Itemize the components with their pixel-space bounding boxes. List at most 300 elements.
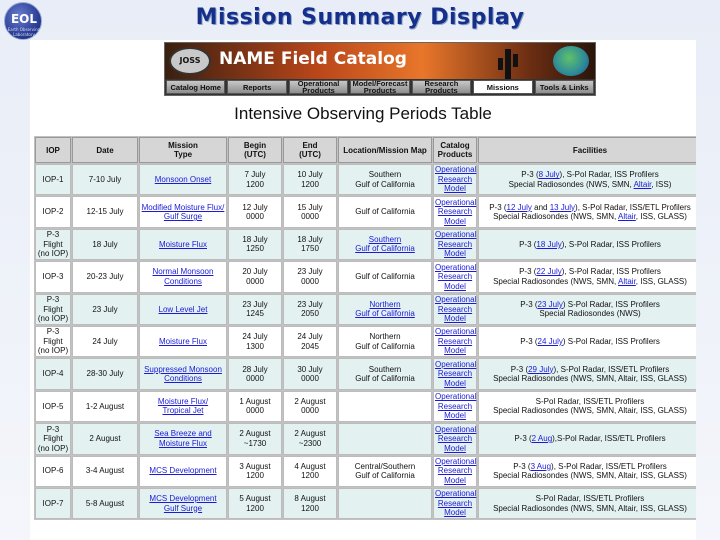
- begin-date: 23 July: [242, 299, 268, 309]
- table-row: [35, 391, 696, 422]
- begin-date: 7 July: [244, 170, 266, 180]
- catalog-products-cell: [433, 261, 477, 292]
- facilities-line: [480, 267, 696, 277]
- begin-time: 1200: [246, 179, 264, 189]
- location-text[interactable]: Gulf of California: [355, 244, 415, 254]
- end-time: 2045: [301, 341, 319, 351]
- catalog-products-cell: [433, 326, 477, 357]
- table-row: [35, 488, 696, 519]
- table-row: [35, 423, 696, 454]
- facility-text: ), S-Pol Radar, ISS Profilers: [561, 267, 661, 277]
- facility-text: and: [531, 202, 550, 212]
- mission-type-link[interactable]: Moisture Flux/: [157, 396, 209, 406]
- facility-link[interactable]: 29 July: [528, 364, 554, 374]
- facilities-line: [480, 365, 696, 375]
- date-value: 23 July: [92, 304, 118, 314]
- end-cell: [283, 391, 337, 422]
- begin-time: 1200: [246, 471, 264, 481]
- date-value: 18 July: [92, 239, 118, 249]
- facilities-line: [480, 300, 696, 310]
- iop-cell: [35, 196, 71, 227]
- facility-link[interactable]: 8 July: [538, 170, 560, 180]
- end-cell: [283, 423, 337, 454]
- catalog-link-research[interactable]: Research: [437, 498, 473, 508]
- end-time: 0000: [301, 276, 319, 286]
- facility-text: Special Radiosondes (NWS): [539, 309, 641, 319]
- mission-type-link[interactable]: Conditions: [164, 374, 202, 384]
- facility-text: P-3 (: [513, 461, 531, 471]
- facilities-line: [480, 180, 696, 190]
- facility-text: Special Radiosondes (NWS, SMN, Altair, ISS, GLASS): [493, 374, 687, 384]
- end-time: 1200: [301, 179, 319, 189]
- column-header-line1: Catalog: [440, 141, 470, 150]
- end-cell: [283, 326, 337, 357]
- cactus-icon: [505, 49, 511, 79]
- column-header: [283, 137, 337, 163]
- mission-type-link[interactable]: Moisture Flux: [158, 438, 207, 448]
- mission-type-cell: [139, 294, 227, 325]
- location-text: Southern: [368, 364, 402, 374]
- facilities-line: [480, 462, 696, 472]
- iop-label: P-3 Flight: [43, 295, 63, 314]
- facilities-cell: [478, 294, 696, 325]
- nav-missions[interactable]: Missions: [473, 80, 532, 94]
- facilities-line: [480, 240, 696, 250]
- nav-tools-links[interactable]: Tools & Links: [535, 80, 594, 94]
- mission-type-link[interactable]: Conditions: [164, 276, 202, 286]
- iop-cell: [35, 423, 71, 454]
- location-text: Gulf of California: [355, 341, 415, 351]
- column-header-line1: Mission: [168, 141, 198, 150]
- iop-note: (no IOP): [37, 249, 69, 259]
- column-header-line2: Type: [173, 150, 193, 159]
- date-cell: [72, 456, 138, 487]
- facilities-line: [480, 374, 696, 384]
- end-date: 10 July: [297, 170, 323, 180]
- date-cell: [72, 261, 138, 292]
- facility-link[interactable]: 22 July: [536, 267, 562, 277]
- facility-link[interactable]: Altair: [618, 212, 636, 222]
- begin-date: 3 August: [239, 461, 271, 471]
- logo-text: EOL: [10, 12, 38, 26]
- date-cell: [72, 358, 138, 389]
- facility-text: P-3 (: [519, 267, 537, 277]
- facilities-cell: [478, 391, 696, 422]
- location-text: Gulf of California: [355, 272, 415, 282]
- column-header-line1: IOP: [46, 145, 60, 155]
- column-header-line1: Begin: [243, 141, 267, 150]
- facility-text: P-3 (: [489, 202, 507, 212]
- catalog-link-model[interactable]: Model: [444, 346, 466, 356]
- facility-link[interactable]: 3 Aug: [530, 461, 552, 471]
- catalog-products-cell: [433, 358, 477, 389]
- iop-cell: [35, 456, 71, 487]
- end-cell: [283, 488, 337, 519]
- catalog-link-model[interactable]: Model: [444, 443, 466, 453]
- facilities-line: [480, 309, 696, 319]
- catalog-link-model[interactable]: Model: [444, 249, 466, 259]
- end-cell: [283, 196, 337, 227]
- mission-type-link[interactable]: Suppressed Monsoon: [144, 364, 222, 374]
- location-cell: [338, 261, 432, 292]
- location-text: Northern: [369, 332, 401, 342]
- location-cell: [338, 164, 432, 195]
- catalog-link-model[interactable]: Model: [444, 216, 466, 226]
- begin-time: 1200: [246, 503, 264, 513]
- location-text: Gulf of California: [355, 207, 415, 217]
- catalog-link-operational[interactable]: Operational: [435, 424, 477, 434]
- end-cell: [283, 229, 337, 260]
- facility-text: ) S-Pol Radar, ISS Profilers: [562, 336, 660, 346]
- catalog-link-operational[interactable]: Operational: [435, 295, 477, 304]
- begin-cell: [228, 229, 282, 260]
- nav-catalog-home[interactable]: Catalog Home: [166, 80, 225, 94]
- begin-date: 12 July: [242, 202, 268, 212]
- date-value: 28-30 July: [86, 369, 124, 379]
- begin-cell: [228, 261, 282, 292]
- catalog-link-operational[interactable]: Operational: [435, 165, 477, 175]
- mission-type-link[interactable]: MCS Development: [149, 494, 217, 504]
- column-header-line1: Facilities: [572, 145, 608, 155]
- column-header: [35, 137, 71, 163]
- catalog-link-operational[interactable]: Operational: [435, 197, 477, 207]
- location-cell: [338, 294, 432, 325]
- end-cell: [283, 294, 337, 325]
- facility-text: P-3 (: [521, 170, 539, 180]
- iop-label: IOP-3: [42, 272, 64, 282]
- facilities-line: [480, 337, 696, 347]
- begin-time: 0000: [246, 276, 264, 286]
- catalog-link-model[interactable]: Model: [444, 475, 466, 485]
- facility-link[interactable]: 23 July: [537, 299, 563, 309]
- catalog-products-cell: [433, 423, 477, 454]
- location-text: Gulf of California: [355, 471, 415, 481]
- date-value: 5-8 August: [85, 498, 125, 508]
- date-value: 24 July: [92, 336, 118, 346]
- begin-time: 0000: [246, 212, 264, 222]
- facilities-line: [480, 203, 696, 213]
- table-row: [35, 164, 696, 195]
- logo-subtext: Earth Observing Laboratory: [7, 27, 41, 37]
- table-header-row: [35, 137, 696, 163]
- begin-time: 1245: [246, 309, 264, 319]
- mission-type-link[interactable]: Low Level Jet: [158, 304, 208, 314]
- end-cell: [283, 358, 337, 389]
- facility-link[interactable]: Altair: [618, 276, 636, 286]
- end-date: 2 August: [294, 429, 326, 439]
- location-text[interactable]: Gulf of California: [355, 309, 415, 319]
- iop-cell: [35, 488, 71, 519]
- mission-type-link[interactable]: Sea Breeze and: [154, 429, 212, 439]
- iop-cell: [35, 229, 71, 260]
- facilities-cell: [478, 229, 696, 260]
- iop-note: (no IOP): [37, 314, 69, 323]
- catalog-products-cell: [433, 294, 477, 325]
- begin-date: 18 July: [242, 234, 268, 244]
- facility-link[interactable]: 24 July: [537, 336, 563, 346]
- facility-text: ), S-Pol Radar, ISS/ETL Profilers: [553, 364, 670, 374]
- location-cell: [338, 423, 432, 454]
- catalog-link-research[interactable]: Research: [437, 174, 473, 184]
- catalog-link-operational[interactable]: Operational: [435, 230, 477, 240]
- iop-cell: [35, 261, 71, 292]
- iop-label: IOP-2: [42, 207, 64, 217]
- catalog-link-research[interactable]: Research: [437, 401, 473, 411]
- mission-type-link[interactable]: Monsoon Onset: [154, 174, 212, 184]
- banner-image: [165, 43, 595, 79]
- nav-research-products[interactable]: Research Products: [412, 80, 471, 94]
- mission-type-link[interactable]: Gulf Surge: [163, 503, 203, 513]
- field-catalog-banner: [164, 42, 596, 96]
- end-time: 1200: [301, 471, 319, 481]
- facilities-line: [480, 504, 696, 514]
- table-row: [35, 456, 696, 487]
- end-date: 8 August: [294, 494, 326, 504]
- mission-type-link[interactable]: Moisture Flux: [158, 336, 207, 346]
- iop-note: (no IOP): [37, 346, 69, 356]
- begin-date: 1 August: [239, 396, 271, 406]
- catalog-products-cell: [433, 229, 477, 260]
- iop-label: IOP-6: [42, 466, 64, 476]
- end-date: 24 July: [297, 332, 323, 342]
- end-time: 2050: [301, 309, 319, 319]
- column-header: [433, 137, 477, 163]
- location-cell: [338, 488, 432, 519]
- end-time: 0000: [301, 374, 319, 384]
- facilities-cell: [478, 196, 696, 227]
- date-cell: [72, 294, 138, 325]
- iop-label: IOP-5: [42, 401, 64, 411]
- date-cell: [72, 196, 138, 227]
- date-cell: [72, 391, 138, 422]
- iop-label: IOP-4: [42, 369, 64, 379]
- catalog-link-research[interactable]: Research: [437, 369, 473, 379]
- begin-time: 0000: [246, 374, 264, 384]
- facilities-cell: [478, 488, 696, 519]
- catalog-link-model[interactable]: Model: [444, 314, 466, 323]
- date-value: 3-4 August: [85, 466, 125, 476]
- mission-type-link[interactable]: Gulf Surge: [163, 212, 203, 222]
- begin-date: 24 July: [242, 332, 268, 342]
- facility-text: Special Radiosondes (NWS, SMN, Altair, ISS, GLASS): [493, 503, 687, 513]
- catalog-link-research[interactable]: Research: [437, 466, 473, 476]
- column-header-line1: Date: [96, 145, 114, 155]
- column-header: [478, 137, 696, 163]
- catalog-link-model[interactable]: Model: [444, 184, 466, 194]
- catalog-products-cell: [433, 456, 477, 487]
- date-value: 7-10 July: [88, 174, 122, 184]
- facilities-line: [480, 406, 696, 416]
- iop-label: IOP-1: [42, 174, 64, 184]
- facilities-cell: [478, 326, 696, 357]
- location-text: Central/Southern: [354, 461, 416, 471]
- location-text[interactable]: Southern: [368, 234, 402, 244]
- facility-text: P-3 (: [510, 364, 529, 374]
- facilities-line: [480, 471, 696, 481]
- catalog-link-operational[interactable]: Operational: [435, 262, 477, 272]
- column-header-line1: Location/Mission Map: [343, 145, 427, 155]
- location-cell: [338, 358, 432, 389]
- begin-cell: [228, 358, 282, 389]
- facility-text: Special Radiosondes (NWS, SMN,: [493, 212, 618, 222]
- mission-type-cell: [139, 456, 227, 487]
- begin-date: 5 August: [239, 494, 271, 504]
- joss-logo: JOSS: [169, 47, 211, 75]
- catalog-link-operational[interactable]: Operational: [435, 489, 477, 499]
- mission-type-cell: [139, 326, 227, 357]
- location-cell: [338, 196, 432, 227]
- end-date: 23 July: [297, 299, 323, 309]
- catalog-link-research[interactable]: Research: [437, 272, 473, 282]
- begin-cell: [228, 326, 282, 357]
- mission-type-cell: [139, 261, 227, 292]
- column-header-line2: (UTC): [299, 150, 321, 159]
- table-row: [35, 196, 696, 227]
- column-header-line2: (UTC): [244, 150, 266, 159]
- mission-type-cell: [139, 391, 227, 422]
- begin-cell: [228, 391, 282, 422]
- date-value: 12-15 July: [86, 207, 124, 217]
- column-header: [338, 137, 432, 163]
- facilities-line: [480, 170, 696, 180]
- catalog-link-operational[interactable]: Operational: [435, 456, 477, 466]
- location-cell: [338, 229, 432, 260]
- facility-link[interactable]: 18 July: [536, 239, 562, 249]
- end-date: 4 August: [294, 461, 326, 471]
- begin-cell: [228, 164, 282, 195]
- facility-text: ), S-Pol Radar, ISS Profilers: [559, 170, 659, 180]
- end-cell: [283, 164, 337, 195]
- begin-time: 1300: [246, 341, 264, 351]
- table-row: [35, 294, 696, 325]
- catalog-link-operational[interactable]: Operational: [435, 359, 477, 369]
- mission-type-link[interactable]: MCS Development: [149, 466, 217, 476]
- mission-type-cell: [139, 358, 227, 389]
- mission-type-link[interactable]: Normal Monsoon: [152, 267, 214, 277]
- web-page: [30, 40, 696, 540]
- facility-text: P-3 (: [519, 239, 537, 249]
- mission-type-cell: [139, 164, 227, 195]
- nav-operational-products[interactable]: Operational Products: [289, 80, 348, 94]
- begin-cell: [228, 488, 282, 519]
- facilities-line: [480, 434, 696, 444]
- catalog-link-research[interactable]: Research: [437, 239, 473, 249]
- catalog-link-operational[interactable]: Operational: [435, 327, 477, 337]
- facilities-cell: [478, 456, 696, 487]
- end-time: ~2300: [298, 438, 322, 448]
- catalog-link-model[interactable]: Model: [444, 411, 466, 421]
- end-cell: [283, 456, 337, 487]
- facility-link[interactable]: Altair: [633, 179, 652, 189]
- catalog-link-research[interactable]: Research: [437, 207, 473, 217]
- catalog-products-cell: [433, 196, 477, 227]
- table-title: Intensive Observing Periods Table: [234, 104, 492, 123]
- facility-link[interactable]: 13 July: [549, 202, 576, 212]
- table-row: [35, 358, 696, 389]
- facility-text: ), S-Pol Radar, ISS/ETL Profilers: [551, 461, 667, 471]
- table-row: [35, 229, 696, 260]
- facility-text: P-3 (: [520, 336, 538, 346]
- facilities-cell: [478, 423, 696, 454]
- catalog-title: NAME Field Catalog: [219, 49, 407, 69]
- begin-cell: [228, 456, 282, 487]
- column-header-line2: Products: [437, 150, 473, 159]
- catalog-link-model[interactable]: Model: [444, 378, 466, 388]
- location-cell: [338, 391, 432, 422]
- facility-text: S-Pol Radar, ISS/ETL Profilers: [535, 494, 645, 504]
- location-text: Gulf of California: [355, 179, 415, 189]
- mission-type-link[interactable]: Moisture Flux: [158, 239, 207, 249]
- catalog-link-model[interactable]: Model: [444, 281, 466, 291]
- mission-type-cell: [139, 488, 227, 519]
- end-date: 23 July: [297, 267, 323, 277]
- facility-text: , ISS, GLASS): [635, 212, 687, 222]
- facilities-cell: [478, 261, 696, 292]
- location-cell: [338, 456, 432, 487]
- begin-cell: [228, 196, 282, 227]
- catalog-link-research[interactable]: Research: [437, 336, 473, 346]
- begin-time: 0000: [246, 406, 264, 416]
- catalog-nav: [165, 79, 595, 95]
- facility-text: , ISS): [651, 179, 672, 189]
- date-cell: [72, 423, 138, 454]
- date-cell: [72, 164, 138, 195]
- nav-reports[interactable]: Reports: [227, 80, 286, 94]
- facility-link[interactable]: 12 July: [506, 202, 532, 212]
- facility-text: ), S-Pol Radar, ISS Profilers: [561, 239, 661, 249]
- column-header-line1: End: [302, 141, 318, 150]
- mission-type-link[interactable]: Tropical Jet: [162, 406, 204, 416]
- date-value: 2 August: [89, 434, 121, 444]
- facility-text: ),S-Pol Radar, ISS/ETL Profilers: [552, 434, 666, 444]
- facility-text: Special Radiosondes (NWS, SMN,: [493, 276, 618, 286]
- end-cell: [283, 261, 337, 292]
- end-time: 0000: [301, 212, 319, 222]
- begin-time: ~1730: [243, 438, 267, 448]
- catalog-link-research[interactable]: Research: [437, 304, 473, 314]
- end-date: 18 July: [297, 234, 323, 244]
- globe-icon: [553, 46, 589, 76]
- facility-text: ), S-Pol Radar, ISS/ETL Profilers: [575, 202, 691, 212]
- location-text: Gulf of California: [355, 374, 415, 384]
- catalog-link-research[interactable]: Research: [437, 434, 473, 444]
- facility-text: S-Pol Radar, ISS/ETL Profilers: [535, 396, 645, 406]
- mission-type-link[interactable]: Modified Moisture Flux/: [141, 202, 225, 212]
- location-text: Southern: [368, 170, 402, 180]
- catalog-link-model[interactable]: Model: [444, 508, 466, 518]
- begin-time: 1250: [246, 244, 264, 254]
- iop-cell: [35, 164, 71, 195]
- iop-label: P-3 Flight: [43, 327, 63, 346]
- facility-text: Special Radiosondes (NWS, SMN,: [508, 179, 634, 189]
- begin-date: 2 August: [239, 429, 271, 439]
- facilities-cell: [478, 164, 696, 195]
- mission-type-cell: [139, 196, 227, 227]
- end-date: 15 July: [297, 202, 323, 212]
- facility-link[interactable]: 2 Aug: [531, 434, 553, 444]
- location-text[interactable]: Northern: [369, 299, 401, 309]
- end-date: 2 August: [294, 396, 326, 406]
- location-cell: [338, 326, 432, 357]
- iop-table: [34, 136, 696, 520]
- facilities-cell: [478, 358, 696, 389]
- begin-date: 28 July: [242, 364, 268, 374]
- facility-text: Special Radiosondes (NWS, SMN, Altair, ISS, GLASS): [493, 471, 687, 481]
- nav-model-forecast-products[interactable]: Model/Forecast Products: [350, 80, 409, 94]
- catalog-link-operational[interactable]: Operational: [435, 392, 477, 402]
- column-header: [228, 137, 282, 163]
- begin-cell: [228, 423, 282, 454]
